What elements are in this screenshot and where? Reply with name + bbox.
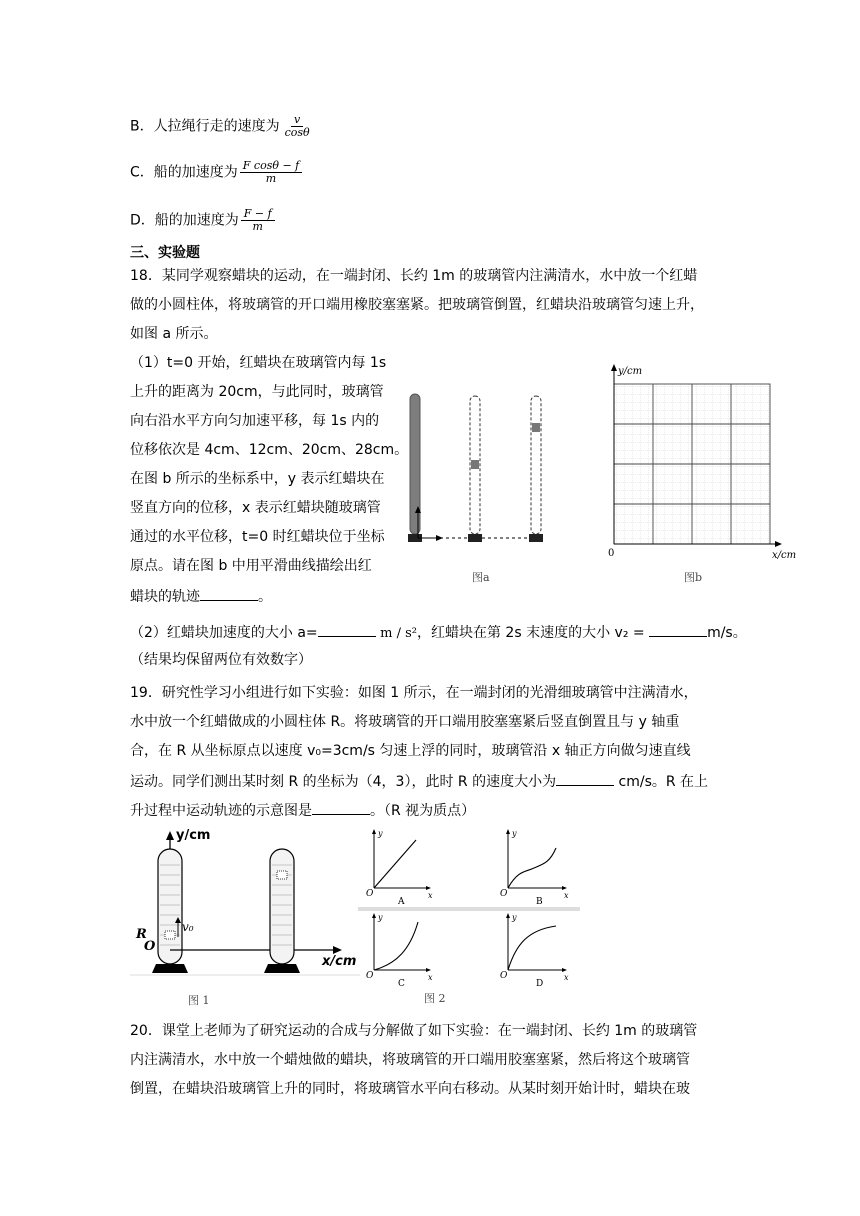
graph-c [366, 913, 433, 989]
q20-line-1: 20．课堂上老师为了研究运动的合成与分解做了如下实验：在一端封闭、长约 1m 的玻璃管 [130, 1023, 698, 1039]
q19-line-4 [130, 771, 708, 791]
q19-trajectory-blank[interactable] [312, 800, 370, 815]
fig1-O: O [144, 939, 156, 954]
option-c-fraction [240, 160, 302, 185]
q18-fig-b-origin: 0 [608, 548, 615, 559]
q18-line-1: 18．某同学观察蜡块的运动，在一端封闭、长约 1m 的玻璃管内注满清水，水中放一个红蜡 [130, 268, 698, 284]
q18-part2-unit2: m/s。 [707, 625, 747, 641]
option-b-text: B．人拉绳行走的速度为 [130, 118, 280, 135]
q18-part1-line-1: （1）t=0 开始，红蜡块在玻璃管内每 1s [130, 355, 387, 371]
svg-text:O: O [366, 971, 374, 981]
q18-part1-line-6: 竖直方向的位移，x 表示红蜡块随玻璃管 [130, 500, 381, 516]
graph-a [366, 829, 433, 907]
q19-figure-1 [130, 825, 360, 985]
q18-fig-b-ylabel: y/cm [618, 366, 643, 377]
q18-fig-b-caption: 图b [684, 571, 703, 584]
q18-speed-blank[interactable] [649, 622, 707, 637]
option-c-text: C．船的加速度为 [130, 164, 238, 181]
fig1-ylabel: y/cm [176, 828, 211, 843]
q18-part2-line [130, 622, 747, 643]
graph-c-label: C [398, 979, 405, 989]
graph-d-label: D [536, 979, 544, 989]
q18-part2-note: （结果均保留两位有效数字） [130, 652, 312, 668]
q18-accel-blank[interactable] [318, 622, 376, 637]
q20-line-3: 倒置，在蜡块沿玻璃管上升的同时，将玻璃管水平向右移动。从某时刻开始计时，蜡块在玻 [130, 1081, 690, 1097]
q19-line-1: 19．研究性学习小组进行如下实验：如图 1 所示，在一端封闭的光滑细玻璃管中注满清水， [130, 685, 698, 701]
svg-text:O: O [366, 889, 374, 899]
q19-figure-2 [358, 826, 580, 990]
svg-text:x: x [428, 891, 433, 900]
q19-line-5-b: 。（R 视为质点） [370, 803, 476, 819]
svg-text:O: O [500, 889, 508, 899]
svg-text:y: y [512, 913, 517, 922]
q18-line-3: 如图 a 所示。 [130, 326, 218, 342]
q19-line-3: 合，在 R 从坐标原点以速度 v₀=3cm/s 匀速上浮的同时，玻璃管沿 x 轴正方向做匀速直线 [130, 743, 691, 759]
option-b-num: v [291, 114, 303, 127]
q18-part1-end: 。 [258, 589, 272, 605]
fig1-R: R [136, 927, 147, 942]
q19-line-4-a: 运动。同学们测出某时刻 R 的坐标为（4，3），此时 R 的速度大小为 [130, 774, 557, 790]
option-d-fraction [241, 208, 275, 233]
section-title: 三、实验题 [130, 245, 200, 261]
option-d-den: m [252, 220, 263, 233]
option-d [130, 208, 277, 233]
q18-figure-a [400, 390, 560, 560]
q18-part2-text-a: （2）红蜡块加速度的大小 a= [130, 625, 318, 641]
fig1-xlabel: x/cm [322, 954, 357, 969]
q18-part1-last-text: 蜡块的轨迹 [130, 589, 200, 605]
q18-part1-line-3: 向右沿水平方向匀加速平移，每 1s 内的 [130, 413, 380, 429]
option-d-num: F − f [241, 208, 275, 221]
option-c-num: F cosθ − f [240, 160, 302, 173]
svg-text:x: x [564, 973, 569, 982]
graph-a-label: A [398, 897, 405, 907]
q18-part1-line-2: 上升的距离为 20cm，与此同时，玻璃管 [130, 384, 384, 400]
option-c [130, 160, 304, 185]
q19-line-2: 水中放一个红蜡做成的小圆柱体 R。将玻璃管的开口端用胶塞塞紧后竖直倒置且与 y 轴重 [130, 714, 680, 730]
q18-part1-line-8: 原点。请在图 b 中用平滑曲线描绘出红 [130, 558, 372, 574]
q19-line-5 [130, 800, 475, 820]
option-b [130, 114, 315, 139]
q19-fig2-caption: 图 2 [424, 992, 446, 1005]
q18-figure-b [600, 362, 800, 567]
option-d-text: D．船的加速度为 [130, 212, 239, 229]
svg-text:y: y [378, 913, 383, 922]
q18-fig-b-xlabel: x/cm [772, 550, 797, 561]
fig1-v0: v₀ [182, 920, 194, 934]
svg-text:x: x [564, 891, 569, 900]
q18-part1-line-5: 在图 b 所示的坐标系中，y 表示红蜡块在 [130, 471, 385, 487]
q18-line-2: 做的小圆柱体，将玻璃管的开口端用橡胶塞塞紧。把玻璃管倒置，红蜡块沿玻璃管匀速上升， [130, 297, 704, 313]
q19-speed-blank[interactable] [556, 771, 614, 786]
option-b-den: cosθ [284, 126, 310, 139]
q18-part1-line-9 [130, 586, 272, 606]
svg-text:y: y [512, 829, 517, 838]
q19-fig1-caption: 图 1 [188, 994, 210, 1007]
graph-d [500, 913, 569, 989]
q18-part2-unit: m / s² [380, 626, 417, 641]
q20-line-2: 内注满清水，水中放一个蜡烛做的蜡块，将玻璃管的开口端用胶塞塞紧，然后将这个玻璃管 [130, 1052, 690, 1068]
graph-b-label: B [536, 897, 543, 907]
svg-text:x: x [428, 973, 433, 982]
svg-text:O: O [500, 971, 508, 981]
q18-part1-line-4: 位移依次是 4cm、12cm、20cm、28cm。 [130, 442, 409, 458]
svg-text:y: y [378, 829, 383, 838]
graph-b [500, 829, 569, 907]
q19-line-5-a: 升过程中运动轨迹的示意图是 [130, 803, 312, 819]
q19-line-4-b: cm/s。R 在上 [614, 774, 709, 790]
q18-part1-line-7: 通过的水平位移，t=0 时红蜡块位于坐标 [130, 529, 385, 545]
q18-part2-text-b: ，红蜡块在第 2s 末速度的大小 v₂ = [416, 625, 645, 641]
option-c-den: m [265, 172, 277, 185]
q18-trajectory-blank[interactable] [200, 586, 258, 601]
q18-fig-a-caption: 图a [472, 571, 490, 584]
option-b-fraction [282, 114, 313, 139]
